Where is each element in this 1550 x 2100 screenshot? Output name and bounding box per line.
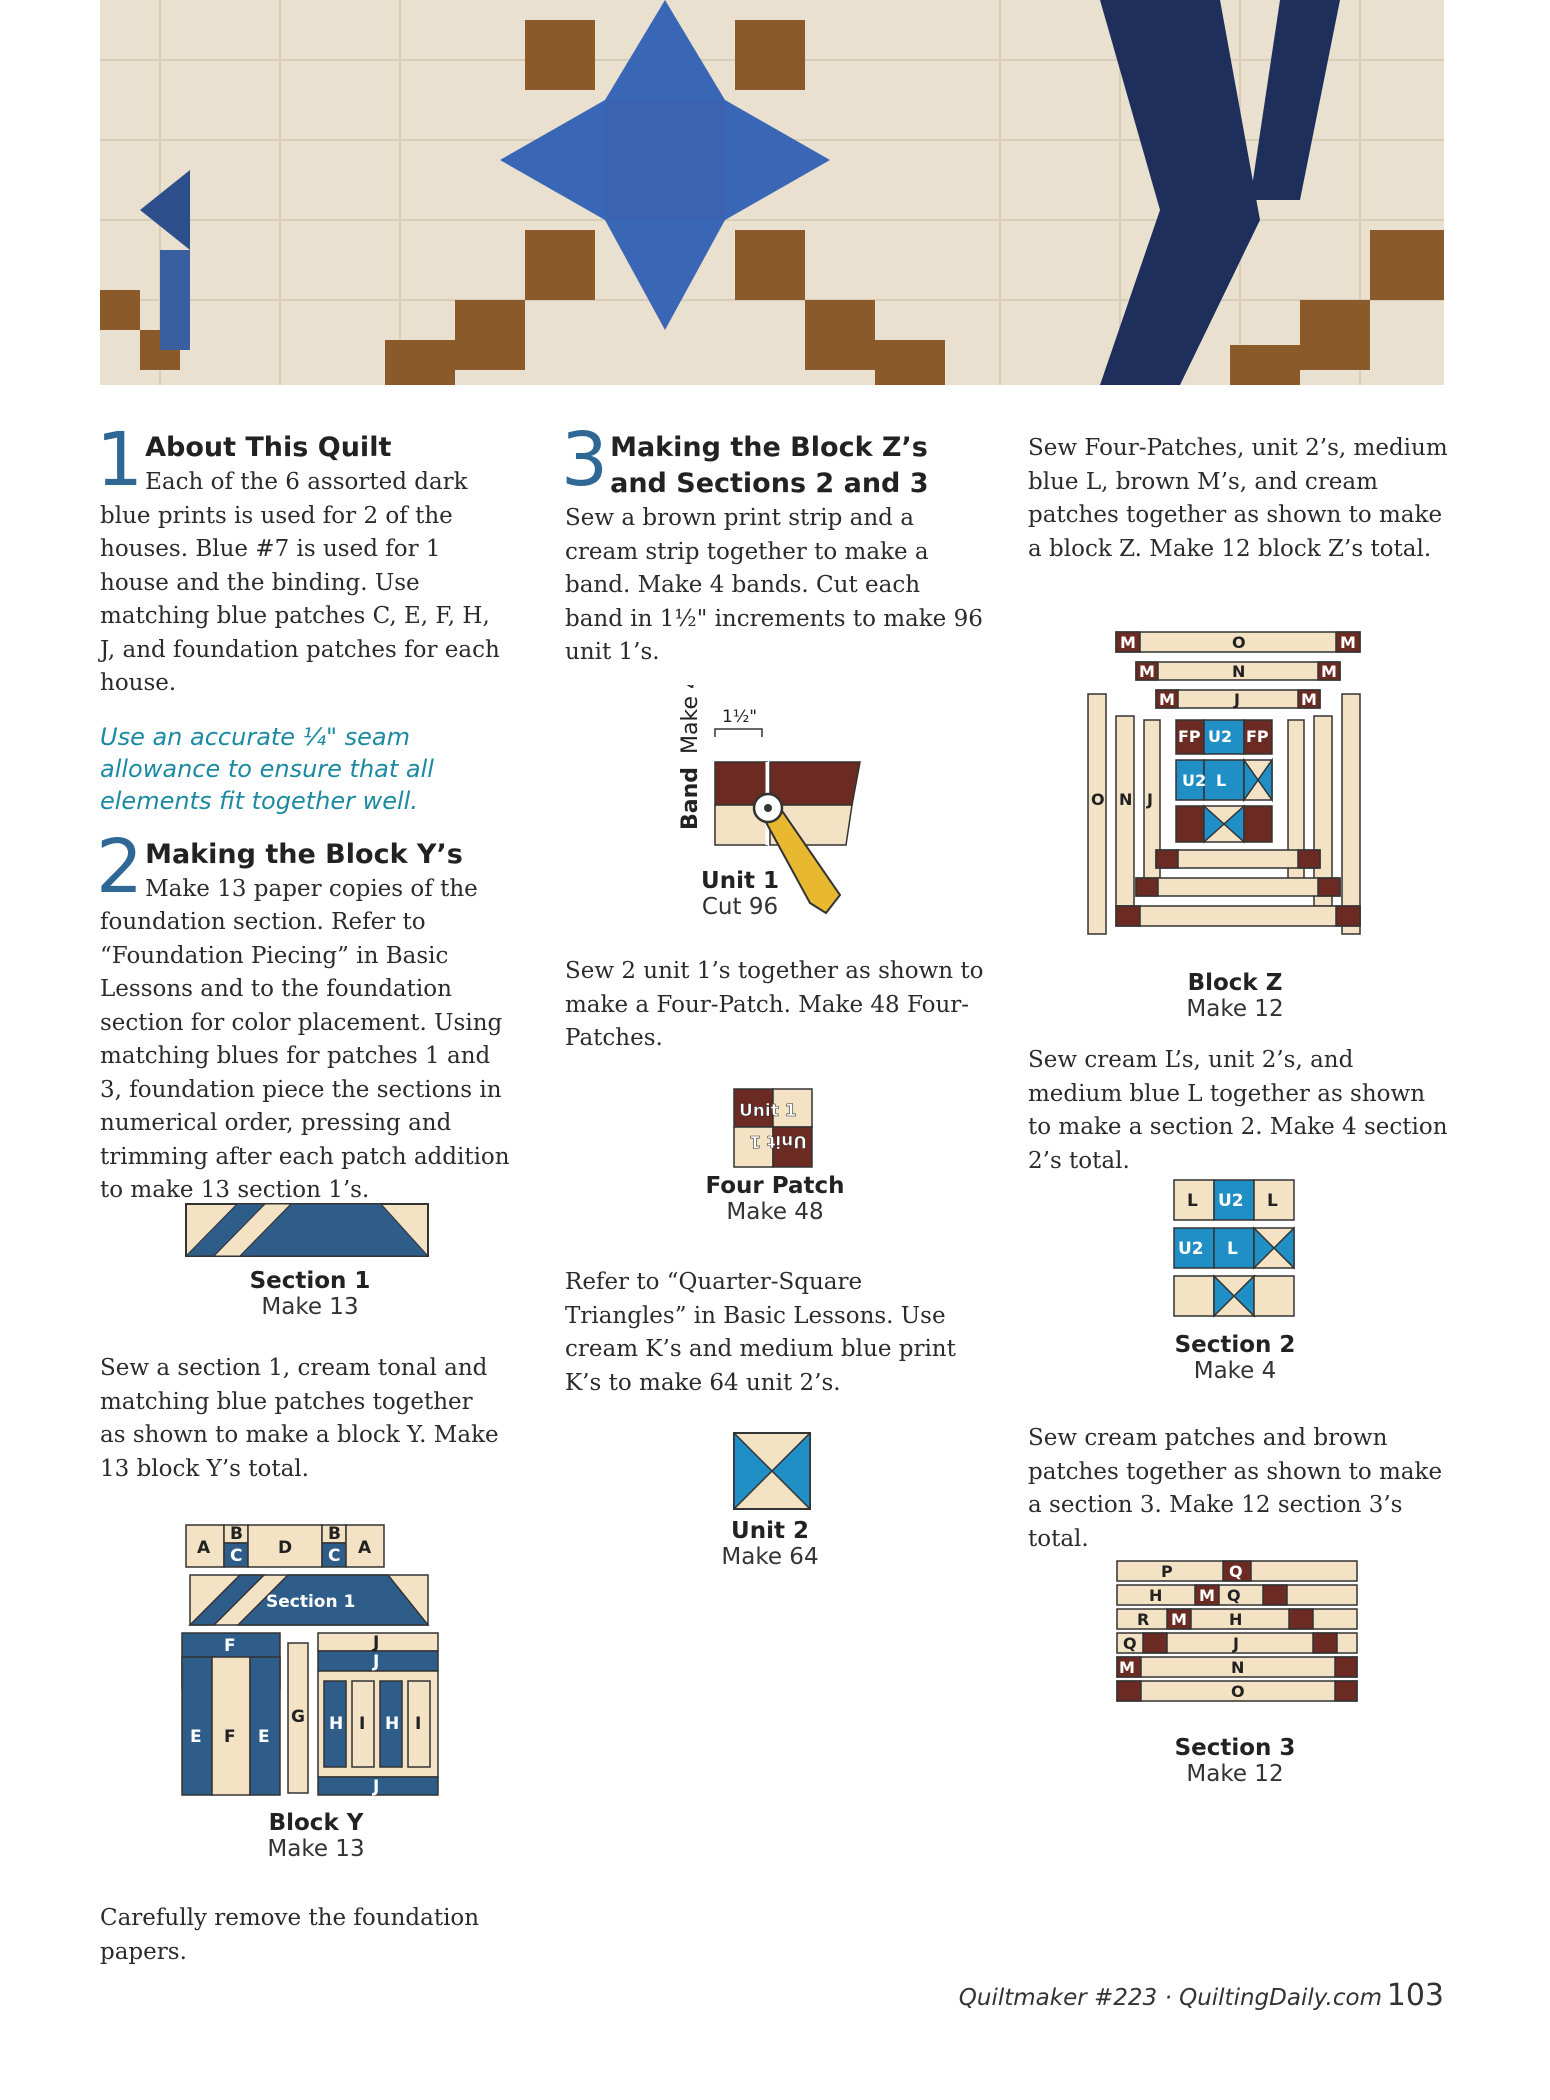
section-3-figure xyxy=(1113,1555,1363,1729)
caption-sub: Make 48 xyxy=(726,1199,824,1225)
patch-label: L xyxy=(1187,1191,1198,1211)
col-3-paragraph-3: Sew cream patches and brown patches together as shown to make a section 3. Make 12 section 3’s total. xyxy=(1028,1425,1443,1552)
patch-label: Q xyxy=(1123,1634,1137,1653)
patch-label: H xyxy=(329,1714,344,1734)
patch-label: C xyxy=(328,1546,341,1566)
four-patch-label: Unit 1 xyxy=(739,1101,797,1121)
patch-label: M xyxy=(1120,633,1136,652)
patch-label: G xyxy=(291,1707,305,1727)
step-number: 3 xyxy=(561,417,609,503)
patch-label: M xyxy=(1340,633,1356,652)
step-title: About This Quilt xyxy=(145,432,392,463)
step-3-paragraph: Sew a brown print strip and a cream strip together to make a band. Make 4 bands. Cut each band in 1½" increments to make 96 unit 1’s. xyxy=(565,505,983,665)
step-2-paragraph-2: Sew a section 1, cream tonal and matching blue patches together as shown to make a block Y. Make 13 block Y’s total. xyxy=(100,1355,499,1482)
four-patch-caption xyxy=(690,1173,860,1225)
patch-label: Section 1 xyxy=(266,1592,356,1612)
patch-label: U2 xyxy=(1178,1239,1204,1259)
patch-label: I xyxy=(415,1714,422,1734)
unit-2-figure xyxy=(733,1432,811,1514)
patch-label: H xyxy=(1229,1610,1243,1629)
step-3-paragraph-2: Sew 2 unit 1’s together as shown to make a Four-Patch. Make 48 Four-Patches. xyxy=(565,958,984,1051)
block-y-caption xyxy=(236,1810,396,1862)
patch-label: L xyxy=(1216,771,1227,790)
patch-label: F xyxy=(224,1636,236,1656)
caption-title: Block Z xyxy=(1187,970,1283,996)
caption-title: Section 3 xyxy=(1174,1735,1296,1761)
col-3-paragraph-2: Sew cream L’s, unit 2’s, and medium blue L together as shown to make a section 2. Make 4 section 2’s total. xyxy=(1028,1047,1448,1174)
patch-label: M xyxy=(1139,662,1155,681)
patch-label: I xyxy=(359,1714,366,1734)
patch-label: N xyxy=(1119,790,1133,809)
column-2 xyxy=(561,417,985,690)
section-2-caption xyxy=(1170,1332,1300,1384)
patch-label: E xyxy=(190,1727,202,1747)
caption-sub: Cut 96 xyxy=(701,894,779,920)
patch-label: R xyxy=(1137,1610,1150,1629)
caption-sub: Make 4 xyxy=(1193,1358,1277,1384)
caption-title: Block Y xyxy=(268,1810,364,1836)
patch-label: J xyxy=(1233,1634,1239,1653)
patch-label: O xyxy=(1091,790,1105,809)
col-3-paragraph-1: Sew Four-Patches, unit 2’s, medium blue L, brown M’s, and cream patches together as shown to make a block Z. Make 12 block Z’s total. xyxy=(1028,435,1448,562)
section-1-figure xyxy=(185,1203,429,1261)
step-number: 1 xyxy=(96,417,144,503)
step-2-paragraph: Make 13 paper copies of the foundation section. Refer to “Foundation Piecing” in Basic Lessons and to the foundation section for color placement. Using matching blues for patches 1 and 3, foundation piece the sections in numerical order, pressing and trimming after each patch addition to make 13 section 1’s. xyxy=(100,875,510,1203)
caption-title: Four Patch xyxy=(705,1173,845,1199)
patch-label: J xyxy=(1234,690,1240,709)
tip-text: Use an accurate ¼" seam allowance to ensure that all elements fit together well. xyxy=(100,722,434,815)
patch-label: D xyxy=(278,1538,293,1558)
caption-sub: Make 13 xyxy=(261,1294,359,1320)
caption-sub: Make 12 xyxy=(1186,1761,1284,1787)
unit-2-diagram xyxy=(733,1432,811,1510)
patch-label: C xyxy=(230,1546,243,1566)
caption-sub: Make 64 xyxy=(721,1544,819,1570)
block-z-diagram xyxy=(1082,628,1392,968)
section-2-figure xyxy=(1172,1178,1298,1324)
patch-label: H xyxy=(1149,1586,1163,1605)
patch-label: B xyxy=(328,1524,341,1544)
block-y-figure xyxy=(178,1517,442,1806)
section-3-caption xyxy=(1170,1735,1300,1787)
patch-label: J xyxy=(373,1633,380,1653)
step-3 xyxy=(561,417,985,670)
patch-label: O xyxy=(1231,1682,1245,1701)
step-title: Making the Block Y’s xyxy=(145,838,463,870)
patch-label: Q xyxy=(1227,1586,1241,1605)
patch-label: M xyxy=(1119,1658,1135,1677)
patch-label: U2 xyxy=(1182,771,1207,790)
patch-label: Q xyxy=(1229,1562,1243,1581)
patch-label: P xyxy=(1161,1562,1173,1581)
patch-label: A xyxy=(197,1538,211,1558)
block-z-figure xyxy=(1082,628,1392,972)
patch-label: J xyxy=(1147,790,1153,809)
page-number: 103 xyxy=(1386,1978,1444,2013)
quilt-photo xyxy=(100,0,1444,385)
band-measure: 1½" xyxy=(722,707,758,727)
patch-label: N xyxy=(1232,662,1246,681)
patch-label: FP xyxy=(1178,727,1201,746)
patch-label: L xyxy=(1227,1239,1238,1259)
unit-2-caption xyxy=(720,1518,820,1570)
patch-label: M xyxy=(1301,690,1317,709)
svg-text:Band Make 4 xyxy=(678,685,703,830)
caption-title: Unit 1 xyxy=(701,868,779,894)
band-label-bold: Band xyxy=(678,766,703,830)
patch-label: F xyxy=(224,1727,236,1747)
section-2-diagram xyxy=(1172,1178,1298,1320)
column-1 xyxy=(96,417,510,1228)
patch-label: N xyxy=(1231,1658,1245,1677)
patch-label: J xyxy=(373,1652,380,1672)
patch-label: U2 xyxy=(1208,727,1233,746)
caption-sub: Make 13 xyxy=(267,1836,365,1862)
step-1-paragraph: Each of the 6 assorted dark blue prints is used for 2 of the houses. Blue #7 is used for 1 house and the binding. Use matching blue patches C, E, F, H, J, and foundation patches for each house. xyxy=(100,469,500,696)
band-label: Make 4 xyxy=(678,685,703,754)
patch-label: B xyxy=(230,1524,243,1544)
patch-label: M xyxy=(1171,1610,1187,1629)
caption-sub: Make 12 xyxy=(1186,996,1284,1022)
patch-label: U2 xyxy=(1218,1191,1244,1211)
caption-title: Section 2 xyxy=(1174,1332,1296,1358)
patch-label: H xyxy=(385,1714,400,1734)
step-1 xyxy=(96,417,510,817)
patch-label: J xyxy=(373,1777,380,1797)
step-2 xyxy=(96,823,510,1208)
step-title: Making the Block Z’s and Sections 2 and 3 xyxy=(610,432,929,499)
quilt-photo-illustration xyxy=(100,0,1444,385)
unit-1-caption xyxy=(690,868,790,920)
section-1-diagram xyxy=(185,1203,429,1257)
four-patch-figure xyxy=(733,1088,813,1172)
section-1-caption xyxy=(230,1268,390,1320)
footer-credit: Quiltmaker #223 · QuiltingDaily.com xyxy=(958,1985,1382,2011)
patch-label: FP xyxy=(1246,727,1269,746)
step-number: 2 xyxy=(96,823,144,910)
patch-label: M xyxy=(1199,1586,1215,1605)
patch-label: O xyxy=(1232,633,1246,652)
step-3-paragraph-3: Refer to “Quarter-Square Triangles” in Basic Lessons. Use cream K’s and medium blue print K’s to make 64 unit 2’s. xyxy=(565,1269,956,1396)
four-patch-diagram xyxy=(733,1088,813,1168)
four-patch-label-rotated: Unit 1 xyxy=(749,1131,807,1151)
block-y-diagram xyxy=(178,1517,442,1802)
block-z-caption xyxy=(1170,970,1300,1022)
caption-title: Unit 2 xyxy=(731,1518,809,1544)
patch-label: M xyxy=(1321,662,1337,681)
patch-label: A xyxy=(358,1538,372,1558)
caption-title: Section 1 xyxy=(249,1268,371,1294)
patch-label: E xyxy=(258,1727,270,1747)
step-2-paragraph-3: Carefully remove the foundation papers. xyxy=(100,1905,480,1965)
section-3-diagram xyxy=(1113,1555,1363,1725)
patch-label: L xyxy=(1267,1191,1278,1211)
patch-label: M xyxy=(1159,690,1175,709)
